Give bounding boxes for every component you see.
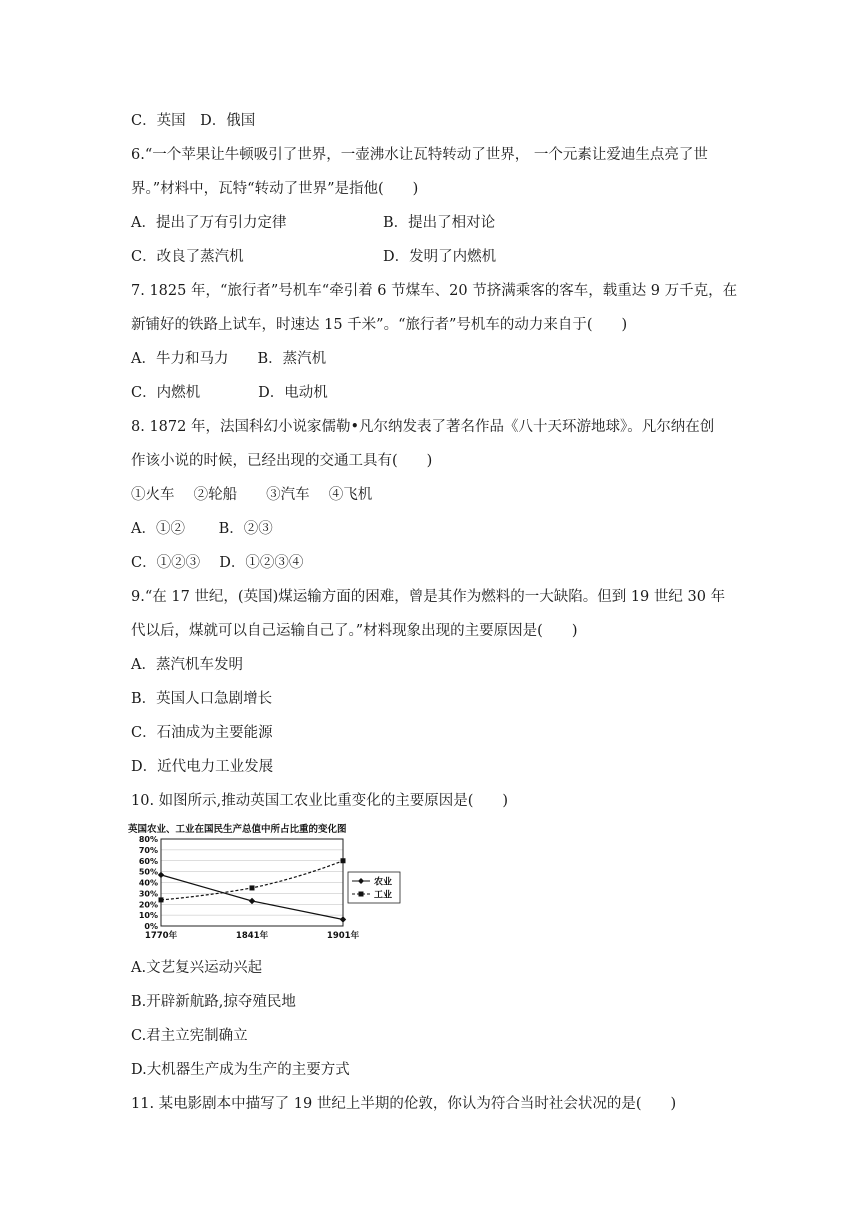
- legend-label: 工业: [374, 890, 393, 901]
- y-tick-label: 20%: [138, 900, 158, 910]
- option-line: C．①②③ D．①②③④: [131, 555, 304, 571]
- text-line: 9.“在 17 世纪，(英国)煤运输方面的困难，曾是其作为燃料的一大缺陷。但到 19 世纪 30 年: [131, 589, 726, 605]
- text-line: 新铺好的铁路上试车，时速达 15 千米”。“旅行者”号机车的动力来自于( ): [131, 317, 628, 333]
- text-line: ①火车 ②轮船 ③汽车 ④飞机: [131, 487, 373, 503]
- y-tick-label: 10%: [138, 911, 158, 921]
- data-point: [158, 872, 164, 878]
- option-line: C．内燃机 D．电动机: [131, 385, 328, 401]
- text-line: 8. 1872 年，法国科幻小说家儒勒•凡尔纳发表了著名作品《八十天环游地球》。凡尔纳在创: [131, 419, 715, 435]
- data-point: [341, 858, 346, 863]
- option-a: A.文艺复兴运动兴起: [131, 960, 263, 976]
- legend-marker: [359, 892, 364, 897]
- option-d: D．发明了内燃机: [383, 249, 497, 265]
- x-tick-label: 1901年: [326, 931, 360, 941]
- text-line: 7. 1825 年，“旅行者”号机车“牵引着 6 节煤车、20 节挤满乘客的客车，载重达 9 万千克，在: [131, 283, 738, 299]
- y-tick-label: 0%: [144, 922, 158, 931]
- y-tick-label: 70%: [138, 845, 158, 855]
- line-chart: [128, 822, 403, 946]
- series-line-1: [161, 861, 343, 900]
- option-line: A．①② B．②③: [131, 521, 273, 537]
- option-a: A．提出了万有引力定律: [131, 215, 287, 231]
- data-point: [159, 897, 164, 902]
- text-line: 11. 某电影剧本中描写了 19 世纪上半期的伦敦，你认为符合当时社会状况的是( ): [131, 1096, 677, 1112]
- option-c: C．石油成为主要能源: [131, 725, 273, 741]
- data-point: [340, 916, 346, 922]
- text-line: 10. 如图所示,推动英国工农业比重变化的主要原因是( ): [131, 793, 509, 809]
- data-point: [250, 885, 255, 890]
- option-a: A．蒸汽机车发明: [131, 657, 243, 673]
- option-d: D.大机器生产成为生产的主要方式: [131, 1062, 350, 1078]
- option-b: B．提出了相对论: [383, 215, 496, 231]
- option-b: B．英国人口急剧增长: [131, 691, 273, 707]
- y-tick-label: 60%: [138, 856, 158, 866]
- legend-label: 农业: [374, 877, 393, 888]
- option-c: C．改良了蒸汽机: [131, 249, 244, 265]
- x-tick-label: 1841年: [235, 931, 269, 941]
- option-c: C.君主立宪制确立: [131, 1028, 248, 1044]
- data-point: [249, 898, 255, 904]
- y-tick-label: 50%: [138, 867, 158, 877]
- text-line: 代以后，煤就可以自己运输自己了。”材料现象出现的主要原因是( ): [131, 623, 578, 639]
- option-line: A．牛力和马力 B．蒸汽机: [131, 351, 327, 367]
- text-line: 界。”材料中，瓦特“转动了世界”是指他( ): [131, 181, 419, 197]
- text-line: 6.“一个苹果让牛顿吸引了世界，一壶沸水让瓦特转动了世界， 一个元素让爱迪生点亮了世: [131, 147, 708, 163]
- y-tick-label: 80%: [138, 835, 158, 844]
- x-tick-label: 1770年: [144, 931, 178, 941]
- text-line: C．英国 D．俄国: [131, 113, 256, 129]
- y-tick-label: 40%: [138, 878, 158, 888]
- option-d: D．近代电力工业发展: [131, 759, 274, 775]
- y-tick-label: 30%: [138, 889, 158, 899]
- chart-title: 英国农业、工业在国民生产总值中所占比重的变化图: [128, 824, 347, 835]
- option-b: B.开辟新航路,掠夺殖民地: [131, 994, 296, 1010]
- text-line: 作该小说的时候，已经出现的交通工具有( ): [131, 453, 433, 469]
